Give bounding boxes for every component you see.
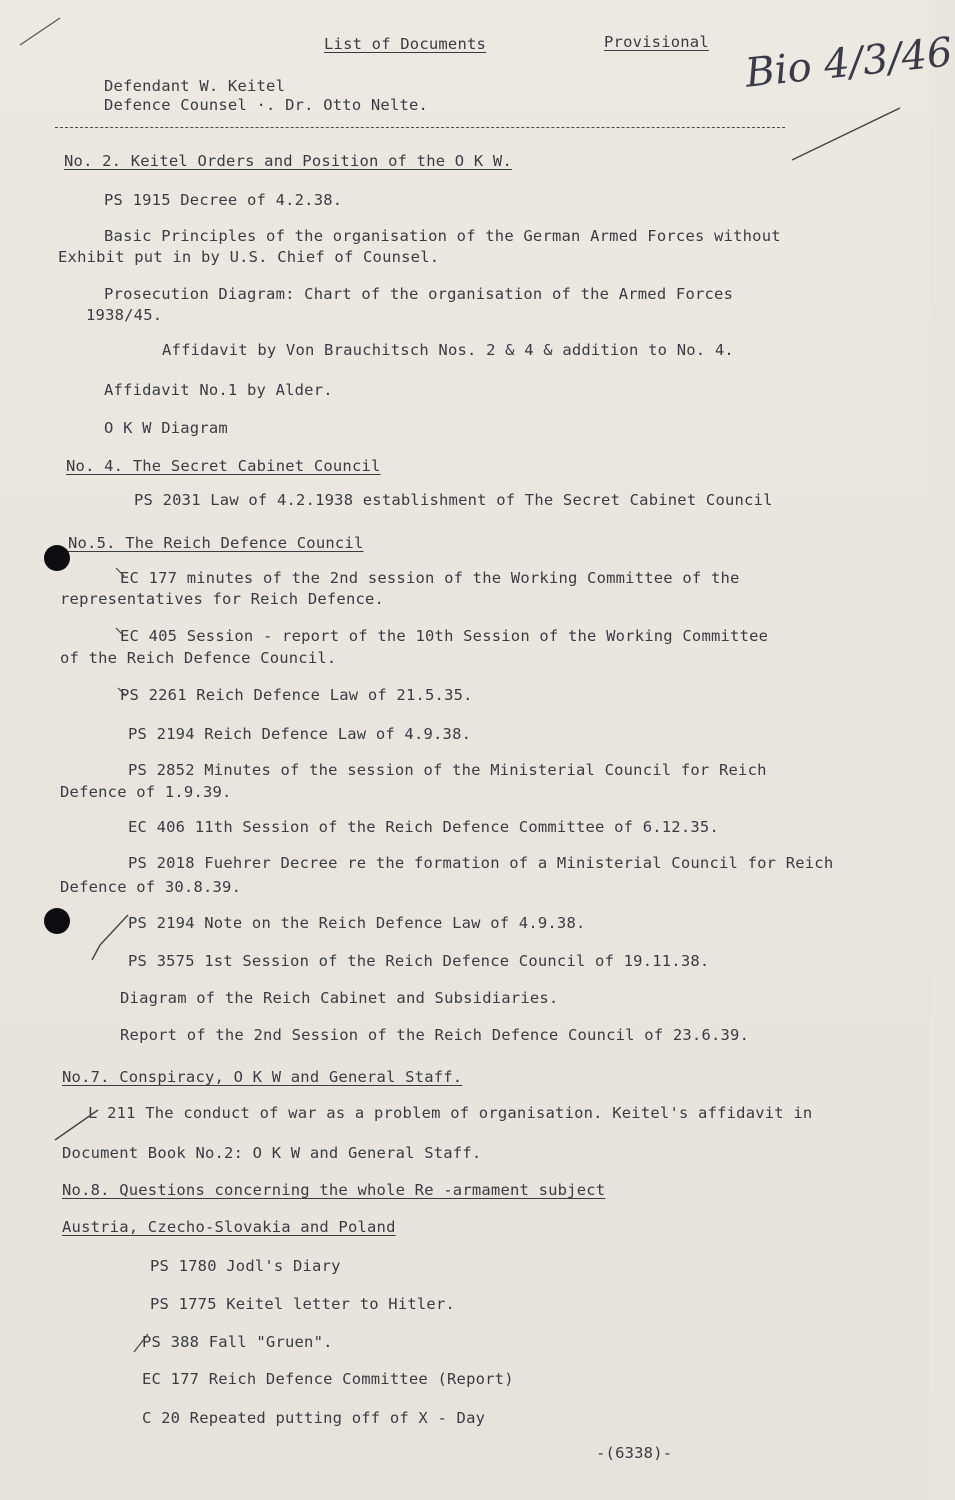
corner-pencil-mark bbox=[20, 18, 60, 45]
section-5-item-4: PS 2194 Reich Defence Law of 4.9.38. bbox=[128, 725, 472, 743]
section-7-item-1: L 211 The conduct of war as a problem of organisation. Keitel's affidavit in bbox=[88, 1104, 813, 1122]
punch-hole-top bbox=[44, 545, 70, 571]
section-2-item-5: Affidavit No.1 by Alder. bbox=[104, 381, 333, 399]
section-5-item-10: Diagram of the Reich Cabinet and Subsidiaries. bbox=[120, 989, 559, 1007]
status-label: Provisional bbox=[604, 33, 709, 51]
section-8-item-5: C 20 Repeated putting off of X - Day bbox=[142, 1409, 486, 1427]
section-2-heading: No. 2. Keitel Orders and Position of the O K W. bbox=[64, 152, 512, 170]
section-2-item-6: O K W Diagram bbox=[104, 419, 228, 437]
section-5-item-2a: EC 405 Session - report of the 10th Session of the Working Committee bbox=[120, 627, 769, 645]
section-5-item-11: Report of the 2nd Session of the Reich Defence Council of 23.6.39. bbox=[120, 1026, 750, 1044]
section-8-item-1: PS 1780 Jodl's Diary bbox=[150, 1257, 341, 1275]
section-4-heading: No. 4. The Secret Cabinet Council bbox=[66, 457, 381, 475]
section-2-item-2a: Basic Principles of the organisation of the German Armed Forces without bbox=[104, 227, 781, 245]
handwritten-signature: Bio 4/3/46 bbox=[743, 29, 955, 97]
section-2-item-2b: Exhibit put in by U.S. Chief of Counsel. bbox=[58, 248, 440, 266]
section-5-item-1a: EC 177 minutes of the 2nd session of the Working Committee of the bbox=[120, 569, 740, 587]
section-2-item-3b: 1938/45. bbox=[86, 306, 163, 324]
section-5-item-2b: of the Reich Defence Council. bbox=[60, 649, 337, 667]
section-8-item-4: EC 177 Reich Defence Committee (Report) bbox=[142, 1370, 514, 1388]
section-2-item-3a: Prosecution Diagram: Chart of the organisation of the Armed Forces bbox=[104, 285, 734, 303]
signature-slash bbox=[792, 108, 900, 160]
section-5-item-8: PS 2194 Note on the Reich Defence Law of 4.9.38. bbox=[128, 914, 586, 932]
section-5-item-6: EC 406 11th Session of the Reich Defence Committee of 6.12.35. bbox=[128, 818, 719, 836]
section-5-item-7a: PS 2018 Fuehrer Decree re the formation of a Ministerial Council for Reich bbox=[128, 854, 834, 872]
section-5-heading: No.5. The Reich Defence Council bbox=[68, 534, 364, 552]
section-5-item-5b: Defence of 1.9.39. bbox=[60, 783, 232, 801]
section-8-item-3: PS 388 Fall "Gruen". bbox=[142, 1333, 333, 1351]
section-5-item-9: PS 3575 1st Session of the Reich Defence Council of 19.11.38. bbox=[128, 952, 710, 970]
section-7-item-2: Document Book No.2: O K W and General Staff. bbox=[62, 1144, 482, 1162]
section-5-item-1b: representatives for Reich Defence. bbox=[60, 590, 385, 608]
section-7-heading: No.7. Conspiracy, O K W and General Staff. bbox=[62, 1068, 463, 1086]
section-2-item-4: Affidavit by Von Brauchitsch Nos. 2 & 4 & addition to No. 4. bbox=[162, 341, 734, 359]
section-5-item-3: PS 2261 Reich Defence Law of 21.5.35. bbox=[120, 686, 473, 704]
header-divider bbox=[55, 127, 785, 128]
checkmark-stroke-1 bbox=[92, 915, 128, 960]
document-title: List of Documents bbox=[324, 35, 487, 53]
section-8-heading: No.8. Questions concerning the whole Re -armament subject bbox=[62, 1181, 606, 1199]
section-5-item-5a: PS 2852 Minutes of the session of the Ministerial Council for Reich bbox=[128, 761, 767, 779]
page-number: -(6338)- bbox=[596, 1444, 673, 1462]
punch-hole-bottom bbox=[44, 908, 70, 934]
section-8-item-2: PS 1775 Keitel letter to Hitler. bbox=[150, 1295, 456, 1313]
section-5-item-7b: Defence of 30.8.39. bbox=[60, 878, 242, 896]
section-4-item-1: PS 2031 Law of 4.2.1938 establishment of The Secret Cabinet Council bbox=[134, 491, 773, 509]
defendant-line: Defendant W. Keitel bbox=[104, 77, 286, 95]
section-8-subheading: Austria, Czecho-Slovakia and Poland bbox=[62, 1218, 396, 1236]
section-2-item-1: PS 1915 Decree of 4.2.38. bbox=[104, 191, 343, 209]
counsel-line: Defence Counsel ·. Dr. Otto Nelte. bbox=[104, 96, 429, 114]
